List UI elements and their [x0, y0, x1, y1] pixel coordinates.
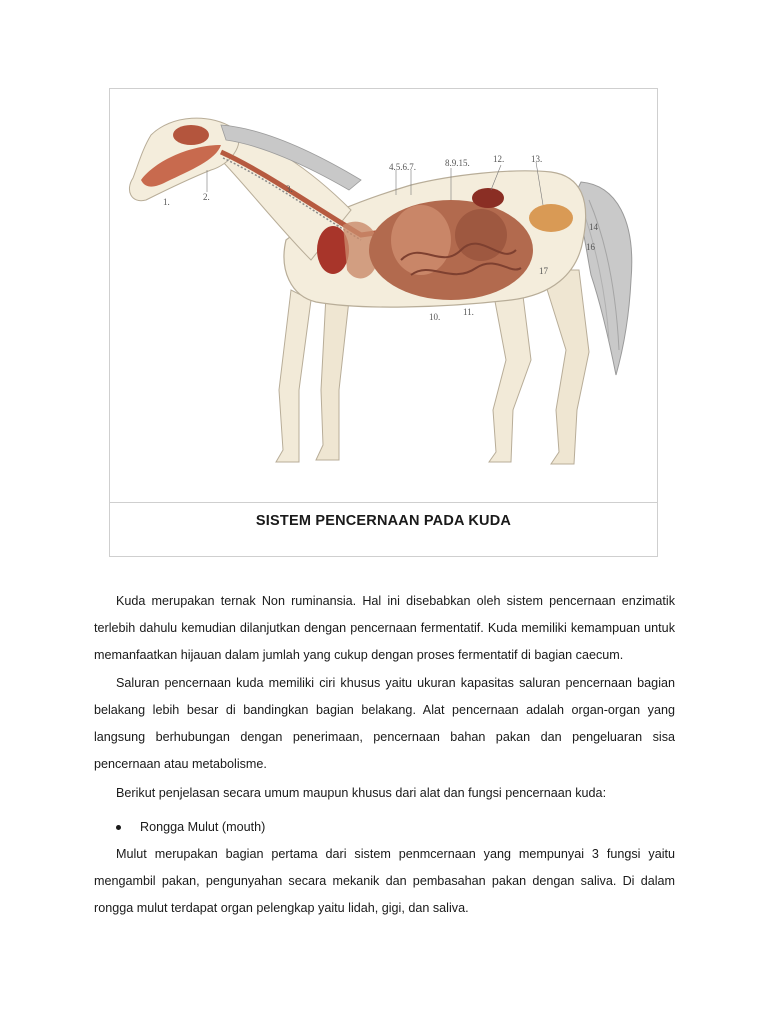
stomach	[472, 188, 504, 208]
label-10: 10.	[429, 312, 441, 322]
bullet-icon	[116, 825, 121, 830]
label-16: 16	[586, 242, 595, 252]
paragraph-intro-list: Berikut penjelasan secara umum maupun khusus dari alat dan fungsi pencernaan kuda:	[116, 786, 607, 800]
front-leg-left	[276, 290, 311, 462]
bullet-item-mouth	[94, 814, 675, 841]
figure-caption: SISTEM PENCERNAAN PADA KUDA	[255, 513, 512, 529]
caption-row	[110, 502, 657, 557]
paragraph-mouth: Mulut merupakan bagian pertama dari sistem penmcernaan yang mempunyai 3 fungsi yaitu mengambil pakan, pengunyahan secara mekanik dan pembasahan pakan dengan saliva. Di dalam rongga mulut terdapat organ pelengkap yaitu lidah, gigi, dan saliva.	[94, 847, 675, 915]
label-17: 17	[539, 266, 548, 276]
label-3: 3.	[286, 184, 293, 194]
horse-digestive-illustration	[111, 90, 658, 502]
label-4-7: 4.5.6.7.	[389, 162, 416, 172]
bullet-item-label: Rongga Mulut (mouth)	[140, 820, 266, 834]
hind-leg-left	[489, 280, 531, 462]
paragraph-non-ruminant: Kuda merupakan ternak Non ruminansia. Hal ini disebabkan oleh sistem pencernaan enzimatik terlebih dahulu kemudian dilanjutkan dengan pencernaan fermentatif. Kuda memiliki kemampuan untuk memanfaatkan hijauan dalam jumlah yang cukup dengan proses fermentatif di bagian caecum.	[94, 594, 675, 662]
label-13: 13.	[531, 154, 543, 164]
caecum	[529, 204, 573, 232]
label-12: 12.	[493, 154, 505, 164]
hind-leg-right	[541, 270, 589, 464]
label-11: 11.	[463, 307, 474, 317]
paragraph-digestive-tract: Saluran pencernaan kuda memiliki ciri khusus yaitu ukuran kapasitas saluran pencernaan bagian belakang lebih besar di bandingkan bagian belakang. Alat pencernaan adalah organ-organ yang langsung berhubungan dengan penerimaan, pencernaan bahan pakan dan pengeluaran sisa pencernaan atau metabolisme.	[94, 676, 675, 771]
figure-box	[109, 88, 658, 557]
label-2: 2.	[203, 192, 210, 202]
label-8-15: 8.9.15.	[445, 158, 470, 168]
front-leg-right	[316, 295, 349, 460]
label-1: 1.	[163, 197, 170, 207]
label-14: 14	[589, 222, 598, 232]
